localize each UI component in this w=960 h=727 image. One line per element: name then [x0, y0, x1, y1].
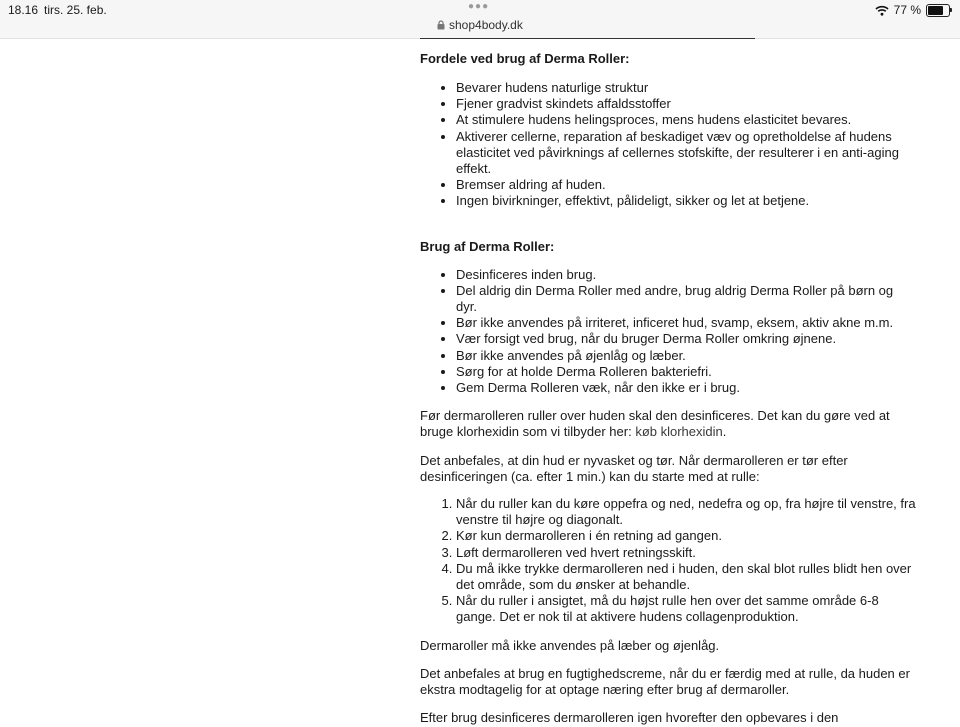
list-item: 1. Når du ruller kan du køre oppefra og ned, nedefra og op, fra højre til venstre, fra venstre til højre og diagonalt. [456, 496, 916, 528]
list-item: • Aktiverer cellerne, reparation af beskadiget væv og opretholdelse af hudens elasticitet ved påvirknings af cellernes stofskifte, der resulterer i en anti-aging effekt. [456, 129, 916, 178]
battery-percent: 77 % [893, 3, 921, 17]
benefits-heading: Fordele ved brug af Derma Roller: [420, 51, 630, 66]
disinfect-paragraph [420, 408, 916, 440]
date: tirs. 25. feb. [44, 3, 107, 17]
address-bar[interactable] [437, 18, 523, 32]
list-item: • Bør ikke anvendes på øjenlåg og læber. [456, 348, 916, 364]
lock-icon [437, 20, 445, 30]
multitasking-dots-icon[interactable]: ●●● [468, 1, 490, 12]
aftercare-paragraph: Efter brug desinficeres dermarolleren igen hvorefter den opbevares i den [420, 710, 839, 726]
list-item: • Bremser aldring af huden. [456, 177, 916, 193]
list-item: • Sørg for at holde Derma Rolleren bakteriefri. [456, 364, 916, 380]
battery-icon [926, 4, 950, 17]
list-item: • Bevarer hudens naturlige struktur [456, 80, 916, 96]
buy-klorhexidin-link[interactable]: køb klorhexidin [635, 424, 723, 440]
prep-paragraph: Det anbefales, at din hud er nyvasket og tør. Når dermarolleren er tør efter desinficeringen (ca. efter 1 min.) kan du starte med at rulle: [420, 452, 848, 484]
list-item: 5. Når du ruller i ansigtet, må du højst rulle hen over det samme område 6-8 gange. Det er nok til at aktivere hudens collagenproduktion. [456, 593, 916, 625]
usage-heading: Brug af Derma Roller: [420, 238, 555, 254]
status-indicators [875, 3, 950, 17]
list-item: • Del aldrig din Derma Roller med andre, brug aldrig Derma Roller på børn og dyr. [456, 283, 916, 315]
warning-paragraph: Dermaroller må ikke anvendes på læber og øjenlåg. [420, 637, 720, 653]
benefits-list [420, 80, 916, 210]
list-item: 4. Du må ikke trykke dermarolleren ned i huden, den skal blot rulles blidt hen over det område, som du ønsker at behandle. [456, 561, 916, 593]
disinfect-end: . [722, 424, 727, 440]
list-item: 2. Kør kun dermarolleren i én retning ad gangen. [456, 528, 916, 544]
list-item: • Fjener gradvist skindets affaldsstoffer [456, 96, 916, 112]
wifi-icon [875, 5, 889, 16]
article-content [420, 50, 916, 727]
disinfect-text: Før dermarolleren ruller over huden skal den desinficeres. Det kan du gøre ved at bruge klorhexidin som vi tilbyder her: [420, 408, 890, 440]
list-item: • At stimulere hudens helingsproces, mens hudens elasticitet bevares. [456, 112, 916, 128]
moisturizer-paragraph: Det anbefales at brug en fugtighedscreme, når du er færdig med at rulle, da huden er ekstra modtagelig for at optage næring efter brug af dermaroller. [420, 665, 910, 698]
url-text: shop4body.dk [449, 18, 523, 32]
list-item: 3. Løft dermarolleren ved hvert retningsskift. [456, 545, 916, 561]
steps-list [420, 496, 916, 626]
list-item: • Desinficeres inden brug. [456, 267, 916, 283]
list-item: • Bør ikke anvendes på irriteret, inficeret hud, svamp, eksem, aktiv akne m.m. [456, 315, 916, 331]
list-item: • Vær forsigt ved brug, når du bruger Derma Roller omkring øjnene. [456, 331, 916, 347]
clock: 18.16 [8, 3, 39, 17]
usage-list [420, 267, 916, 397]
list-item: • Ingen bivirkninger, effektivt, pålideligt, sikker og let at betjene. [456, 193, 916, 209]
battery-level [928, 6, 943, 15]
divider [420, 38, 755, 39]
status-bar [0, 0, 960, 39]
list-item: • Gem Derma Rolleren væk, når den ikke er i brug. [456, 380, 916, 396]
